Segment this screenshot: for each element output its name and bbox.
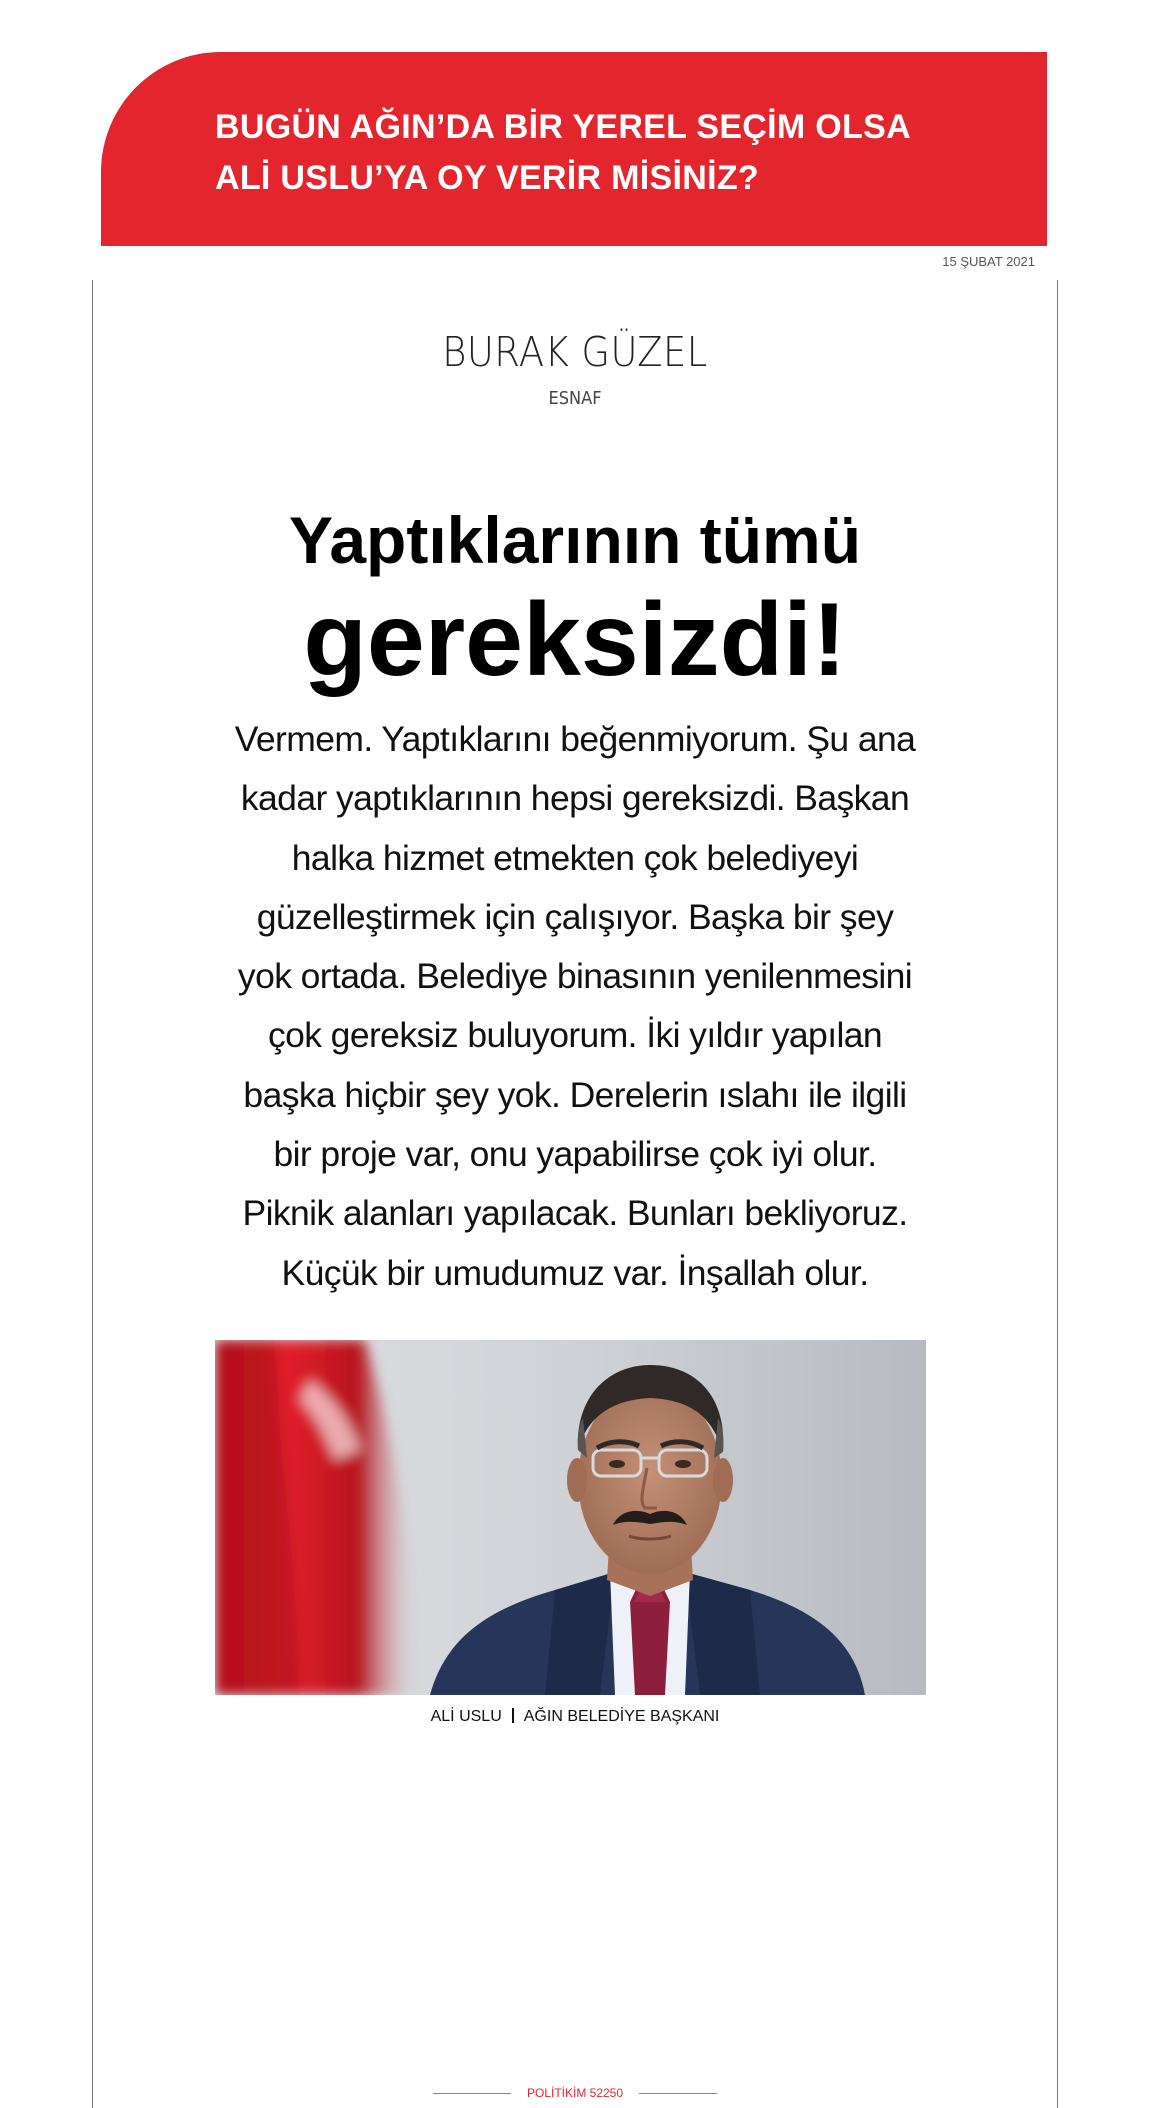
header-question-line-2: ALİ USLU’YA OY VERİR MİSİNİZ? — [215, 159, 759, 197]
article-body — [230, 710, 920, 1303]
page-footer — [0, 2086, 1150, 2100]
header-question-line-1: BUGÜN AĞIN’DA BİR YEREL SEÇİM OLSA — [215, 108, 911, 146]
body-line: kadar yaptıklarının hepsi gereksizdi. Başkan — [240, 778, 910, 819]
body-line: halka hizmet etmekten çok belediyeyi — [291, 837, 859, 878]
body-line: Vermem. Yaptıklarını beğenmiyorum. Şu ana — [234, 719, 916, 759]
caption-title: AĞIN BELEDİYE BAŞKANI — [523, 1708, 720, 1725]
headline-line-1: Yaptıklarının tümü — [288, 503, 862, 577]
body-line: çok gereksiz buluyorum. İki yıldır yapılan — [267, 1015, 883, 1056]
body-line: güzelleştirmek için çalışıyor. Başka bir şey — [256, 896, 894, 937]
headline-line-2: gereksizdi! — [303, 582, 847, 698]
body-line: Piknik alanları yapılacak. Bunları bekliyoruz. — [242, 1193, 908, 1234]
photo-caption — [0, 1708, 1150, 1726]
body-line: bir proje var, onu yapabilirse çok iyi olur. — [273, 1134, 877, 1175]
caption-name: ALİ USLU — [430, 1708, 502, 1725]
body-line: başka hiçbir şey yok. Derelerin ıslahı ile ilgili — [243, 1074, 907, 1115]
mayor-portrait-photo — [215, 1340, 926, 1695]
body-line: yok ortada. Belediye binasının yenilenmesini — [237, 956, 913, 997]
footer-rule-right — [639, 2093, 717, 2094]
footer-label: POLİTİKİM 52250 — [526, 2086, 624, 2100]
footer-rule-left — [433, 2093, 511, 2094]
publication-date: 15 ŞUBAT 2021 — [942, 254, 1035, 269]
body-line: Küçük bir umudumuz var. İnşallah olur. — [281, 1252, 869, 1293]
caption-separator — [512, 1708, 514, 1723]
author-role: ESNAF — [548, 388, 602, 409]
author-name: BURAK GÜZEL — [442, 328, 708, 376]
header-banner — [101, 52, 1047, 246]
